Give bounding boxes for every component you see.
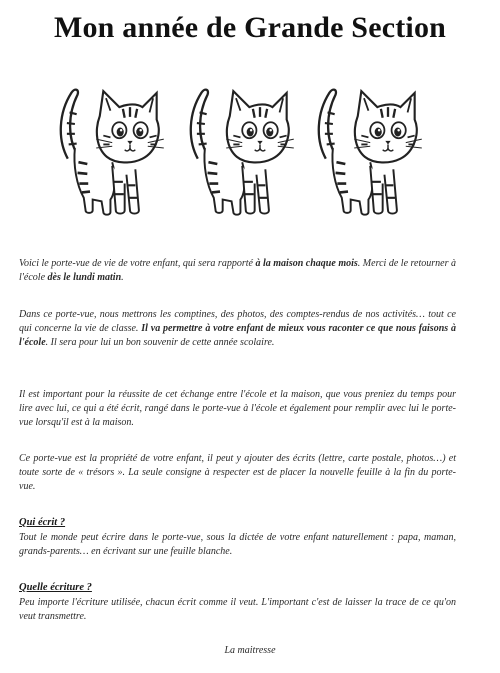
text-segment: . Merci de le retourner à l'école xyxy=(19,258,456,284)
page-title: Mon année de Grande Section xyxy=(53,11,447,44)
cat-drawing-icon xyxy=(50,68,170,228)
cat-illustrations xyxy=(50,68,450,228)
heading-who-writes: Qui écrit ? xyxy=(19,517,66,528)
text-segment: Voici le porte-vue de vie de votre enfant, qui sera rapporté xyxy=(19,258,256,269)
cat-drawing-icon xyxy=(308,68,428,228)
text-segment: . Il sera pour lui un bon souvenir de cette année scolaire. xyxy=(45,337,275,349)
signature: La maitresse xyxy=(224,645,276,656)
intro-paragraph xyxy=(19,257,456,285)
which-writing-paragraph: Peu importe l'écriture utilisée, chacun écrit comme il veut. L'important c'est de laisser la trace de ce qu'on veut transmettre. xyxy=(19,597,456,623)
emphasis-text: Il va permettre à votre enfant de mieux vous raconter ce que nous faisons à l'école xyxy=(19,323,456,349)
emphasis-text: à la maison chaque mois xyxy=(255,258,358,269)
who-writes-paragraph: Tout le monde peut écrire dans le porte-vue, sous la dictée de votre enfant naturellement : papa, maman, grands-parents… en écrivant sur une feuille blanche. xyxy=(19,532,456,558)
importance-paragraph: Il est important pour la réussite de cet échange entre l'école et la maison, que vous preniez du temps pour lire avec lui, ce qui a été écrit, rangé dans le porte-vue à l'école et également pour remplir avec lui le porte-vue lorsqu'il est à la maison. xyxy=(19,389,456,429)
ownership-paragraph: Ce porte-vue est la propriété de votre enfant, il peut y ajouter des écrits (lettre, carte postale, photos…) et toute sorte de « trésors ». La seule consigne à respecter est de placer la nouvelle feuille à la fin du porte-vue. xyxy=(19,453,456,493)
text-segment: Dans ce porte-vue, nous mettrons les comptines, des photos, des comptes-rendus de nos activités… tout ce qui concerne la vie de classe. xyxy=(19,309,456,335)
emphasis-text: dès le lundi matin xyxy=(47,272,122,284)
text-segment: . xyxy=(121,272,124,284)
heading-which-writing: Quelle écriture ? xyxy=(19,582,92,593)
content-paragraph xyxy=(19,308,456,351)
cat-drawing-icon xyxy=(180,68,300,228)
